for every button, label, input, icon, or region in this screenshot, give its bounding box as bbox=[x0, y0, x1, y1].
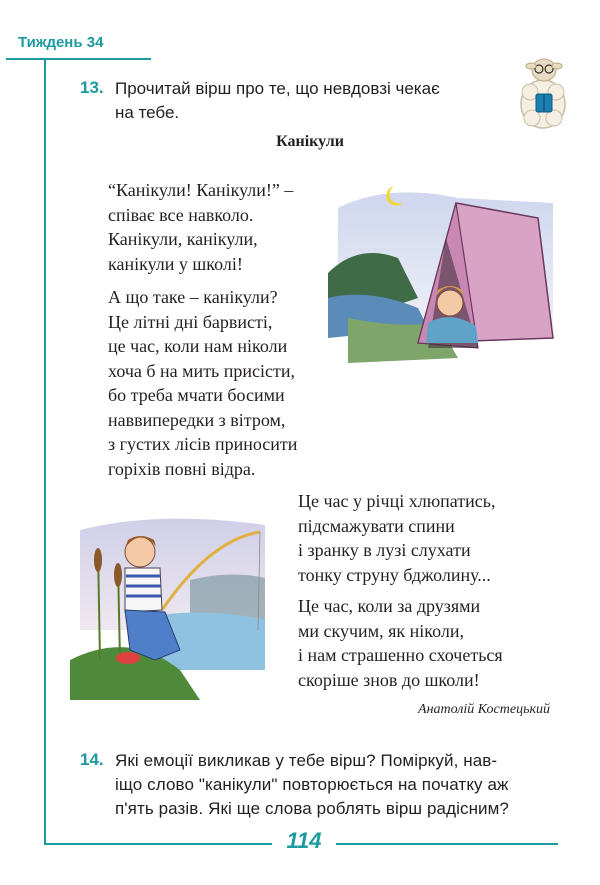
task-14-text bbox=[115, 749, 509, 821]
header-rule bbox=[6, 58, 151, 60]
poem-line: наввипередки з вітром, bbox=[108, 409, 286, 430]
margin-rule bbox=[44, 58, 46, 844]
poem-stanza-3 bbox=[298, 489, 496, 587]
poem-line: А що таке – канікули? bbox=[108, 287, 278, 307]
footer-rule-left bbox=[44, 843, 272, 845]
poem-line: тонку струну бджолину... bbox=[298, 564, 491, 585]
poem-line: канікули у школі! bbox=[108, 253, 243, 274]
poem-stanza-4 bbox=[298, 594, 503, 692]
poem-line: “Канікули! Канікули!” – bbox=[108, 180, 294, 200]
poem-line: співає все навколо. bbox=[108, 204, 254, 225]
task-13-line: на тебе. bbox=[115, 103, 180, 122]
poem-line: це час, коли нам ніколи bbox=[108, 336, 288, 356]
poem-line: Канікули, канікули, bbox=[108, 229, 258, 249]
poem-line: бо треба мчати босими bbox=[108, 385, 285, 405]
poem-line: хоча б на мить присісти, bbox=[108, 360, 296, 381]
poem-line: скоріше знов до школи! bbox=[298, 669, 480, 690]
poem-line: і зранку в лузі слухати bbox=[298, 540, 471, 560]
poem-stanza-2 bbox=[108, 285, 297, 481]
poem-line: Це літні дні барвисті, bbox=[108, 311, 273, 332]
poem-line: Це час у річці хлюпатись, bbox=[298, 491, 496, 511]
poem-line: горіхів повні відра. bbox=[108, 458, 256, 479]
task-14-number: 14. bbox=[80, 750, 104, 769]
poem-line: ми скучим, як ніколи, bbox=[298, 620, 464, 641]
task-14-line: іщо слово "канікули" повторюється на початку аж bbox=[115, 775, 509, 794]
poem-stanza-1 bbox=[108, 178, 293, 276]
page-number: 114 bbox=[286, 828, 322, 853]
task-13-line: Прочитай вірш про те, що невдовзі чекає bbox=[115, 79, 440, 98]
task-13-text bbox=[115, 77, 440, 125]
poem-author: Анатолій Костецький bbox=[418, 702, 550, 717]
poem-line: Це час, коли за друзями bbox=[298, 596, 481, 616]
poem-line: і нам страшенно схочеться bbox=[298, 645, 503, 665]
task-14-line: Які емоції викликав у тебе вірш? Поміркуй, нав- bbox=[115, 751, 498, 770]
poem-line: підсмажувати спини bbox=[298, 515, 455, 536]
sheep-reading-icon bbox=[514, 52, 572, 132]
tent-camping-illustration bbox=[328, 178, 558, 368]
fishing-boy-illustration bbox=[70, 510, 270, 700]
footer-rule-right bbox=[336, 843, 558, 845]
week-label: Тиждень 34 bbox=[18, 34, 104, 51]
poem-title: Канікули bbox=[276, 133, 344, 150]
poem-line: з густих лісів приносити bbox=[108, 434, 298, 454]
task-14-line: п'ять разів. Які ще слова роблять вірш радісним? bbox=[115, 799, 509, 818]
task-13-number: 13. bbox=[80, 78, 104, 97]
